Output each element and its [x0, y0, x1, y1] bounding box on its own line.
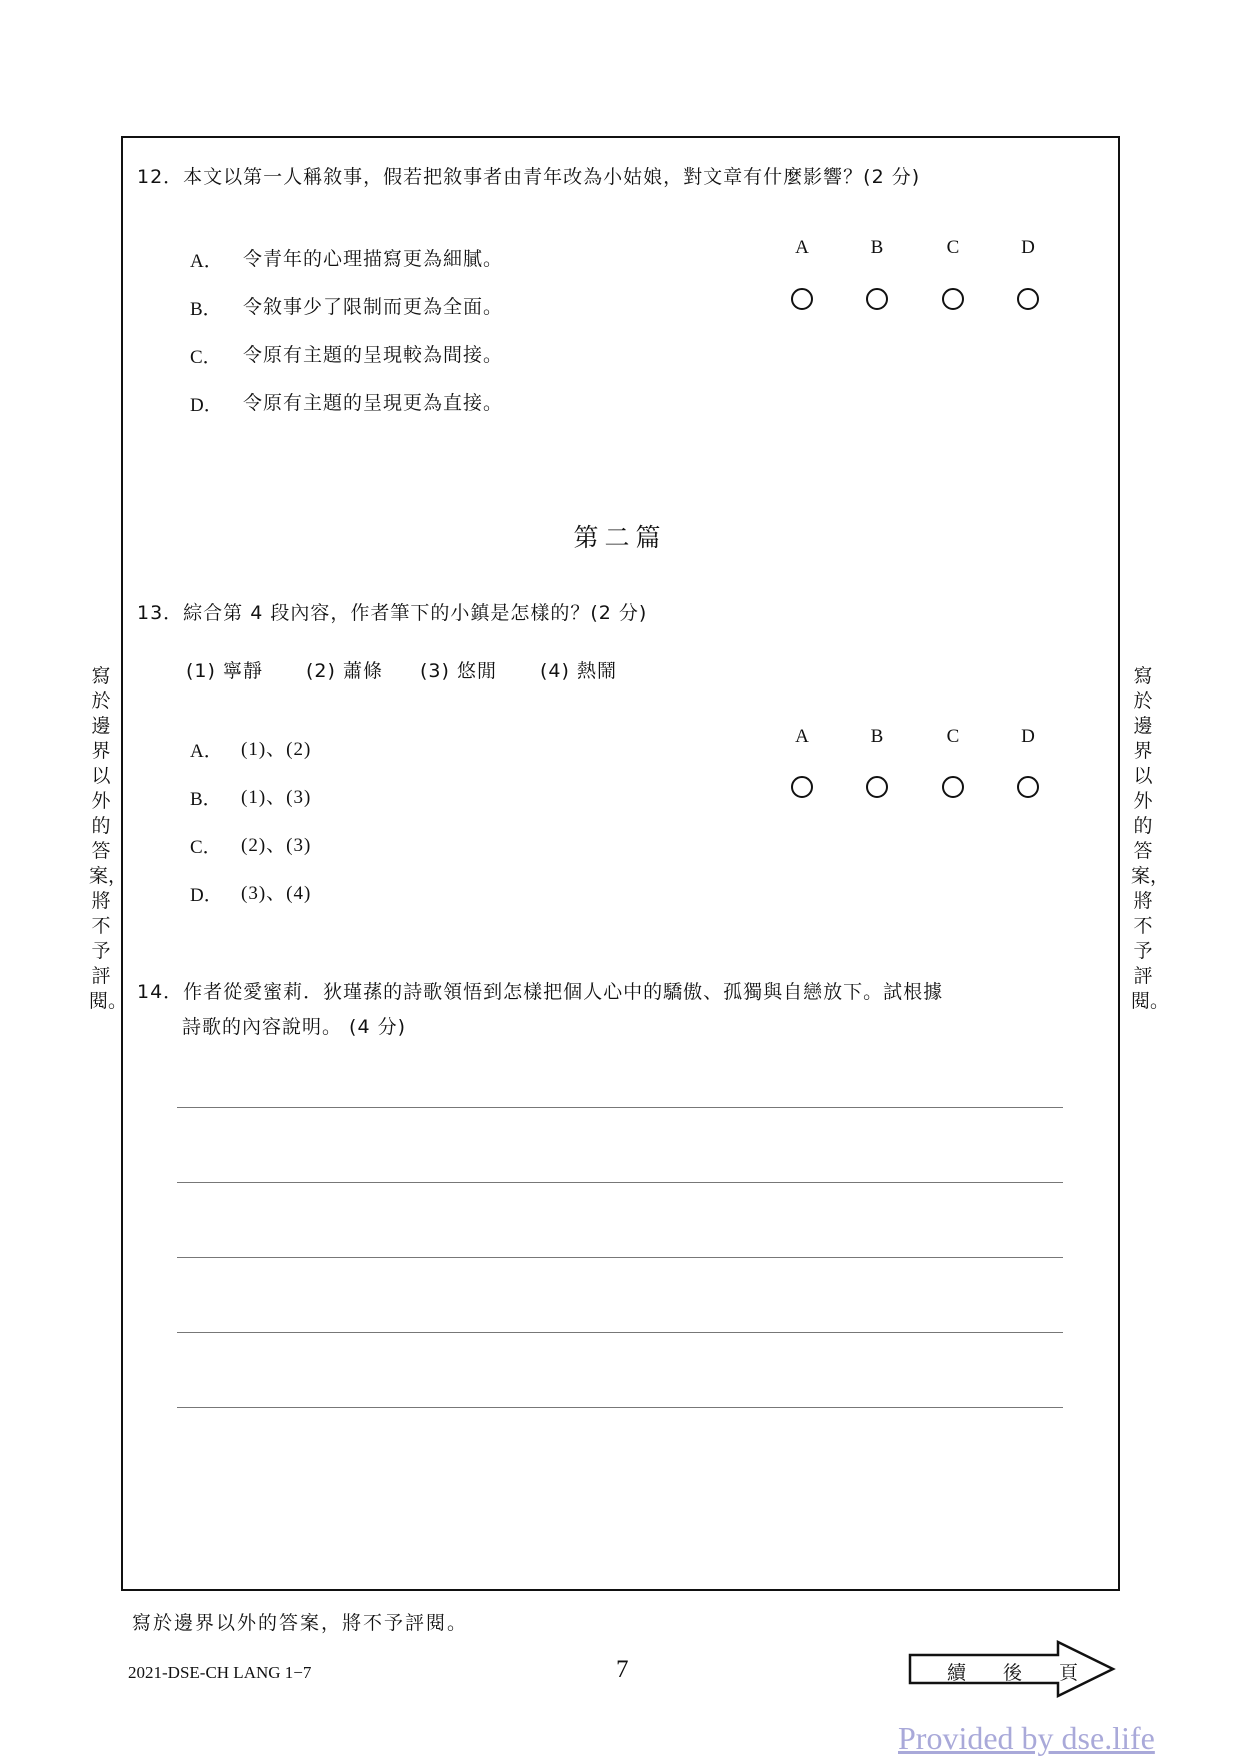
answer-bubble-b[interactable]: [866, 288, 888, 310]
option-text: 令原有主題的呈現更為直接。: [243, 392, 504, 414]
page-number: 7: [616, 1656, 629, 1683]
item-4: (4) 熱鬧: [540, 660, 617, 682]
option-text: 令敘事少了限制而更為全面。: [243, 296, 504, 318]
option-text: (1)、(2): [241, 739, 312, 760]
option-letter: A．: [190, 741, 223, 762]
option-text: 令青年的心理描寫更為細膩。: [243, 248, 504, 270]
question-13-prompt: 13．綜合第 4 段內容，作者筆下的小鎮是怎樣的？(2 分): [137, 602, 648, 624]
footer-note: 寫於邊界以外的答案，將不予評閱。: [132, 1612, 469, 1634]
option-letter: B．: [190, 789, 222, 810]
answer-bubble-a[interactable]: [791, 776, 813, 798]
bubble-label-c: C: [946, 237, 960, 258]
left-margin-note: 寫於邊界以外的答案，將不予評閱。: [89, 665, 128, 1012]
answer-bubble-c[interactable]: [942, 288, 964, 310]
item-2: (2) 蕭條: [306, 660, 383, 682]
bubble-label-d: D: [1021, 237, 1035, 258]
option-letter: C．: [190, 837, 222, 858]
answer-line[interactable]: [177, 1107, 1063, 1108]
option-letter: D．: [190, 885, 223, 906]
answer-line[interactable]: [177, 1257, 1063, 1258]
option-text: 令原有主題的呈現較為間接。: [243, 344, 504, 366]
answer-line[interactable]: [177, 1182, 1063, 1183]
question-14-prompt-line2: 詩歌的內容說明。 (4 分): [182, 1016, 406, 1038]
continue-char: 後: [1003, 1662, 1023, 1684]
option-text: (2)、(3): [241, 835, 312, 856]
option-letter: A．: [190, 251, 223, 272]
answer-line[interactable]: [177, 1332, 1063, 1333]
answer-line[interactable]: [177, 1407, 1063, 1408]
answer-bubble-a[interactable]: [791, 288, 813, 310]
continue-char: 續: [947, 1662, 967, 1684]
answer-bubble-c[interactable]: [942, 776, 964, 798]
bubble-label-a: A: [795, 237, 809, 258]
option-letter: D．: [190, 395, 223, 416]
bubble-label-d: D: [1021, 726, 1035, 747]
answer-bubble-d[interactable]: [1017, 288, 1039, 310]
question-14-prompt-line1: 14．作者從愛蜜莉．狄瑾蓀的詩歌領悟到怎樣把個人心中的驕傲、孤獨與自戀放下。試根據: [137, 981, 944, 1003]
paper-code: 2021-DSE-CH LANG 1−7: [128, 1663, 312, 1682]
bubble-label-b: B: [870, 726, 884, 747]
section-title: 第二篇: [573, 525, 667, 552]
watermark: Provided by dse.life: [898, 1720, 1155, 1756]
bubble-label-b: B: [870, 237, 884, 258]
option-letter: B．: [190, 299, 222, 320]
question-12-prompt: 12．本文以第一人稱敘事，假若把敘事者由青年改為小姑娘，對文章有什麼影響？(2 分): [137, 166, 921, 188]
item-1: (1) 寧靜: [186, 660, 263, 682]
answer-bubble-d[interactable]: [1017, 776, 1039, 798]
option-letter: C．: [190, 347, 222, 368]
continue-char: 頁: [1059, 1662, 1079, 1684]
item-3: (3) 悠閒: [420, 660, 497, 682]
option-text: (3)、(4): [241, 883, 312, 904]
bubble-label-a: A: [795, 726, 809, 747]
option-text: (1)、(3): [241, 787, 312, 808]
bubble-label-c: C: [946, 726, 960, 747]
right-margin-note: 寫於邊界以外的答案，將不予評閱。: [1131, 665, 1170, 1012]
answer-bubble-b[interactable]: [866, 776, 888, 798]
